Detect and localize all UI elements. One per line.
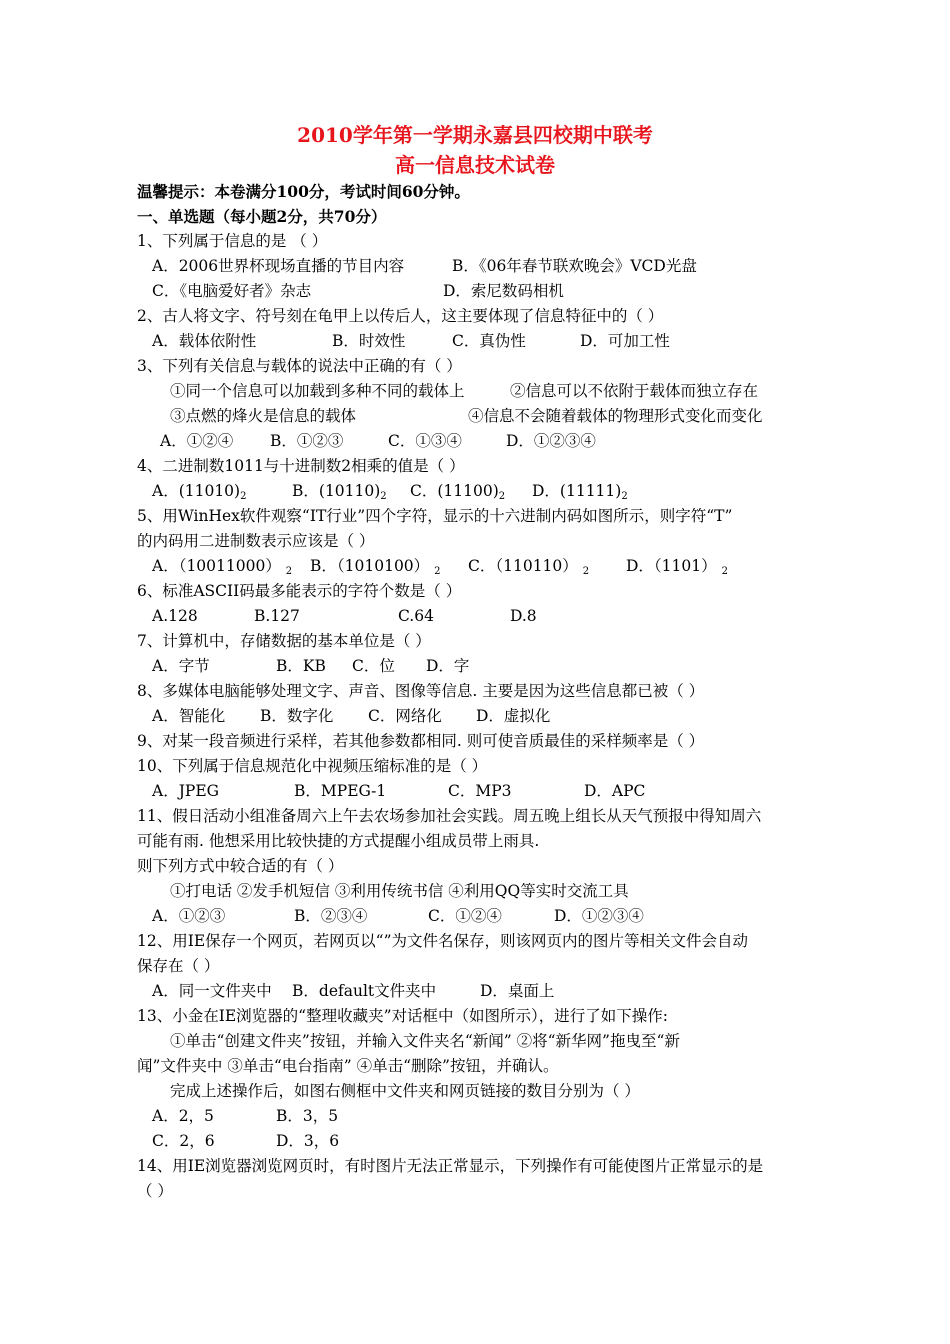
option-d: D．$(11111)_2$ [532, 482, 628, 502]
option-d: D．①②③④ [554, 907, 644, 925]
question-12-options [152, 980, 554, 1002]
option-b: B．时效性 [332, 332, 406, 350]
question-12-stem-line-1: 12、用IE保存一个网页，若网页以“”为文件名保存，则该网页内的图片等相关文件会自动 [137, 932, 749, 950]
option-d: D．虚拟化 [476, 707, 551, 725]
question-11-options [152, 905, 644, 927]
question-10-options [152, 780, 645, 802]
question-3-statements-row-2 [170, 405, 763, 427]
question-9-stem: 9、对某一段音频进行采样，若其他参数都相同. 则可使音质最佳的采样频率是（ ） [137, 732, 705, 750]
option-a: A．字节 [152, 657, 210, 675]
section-heading: 一、单选题（每小题2分，共70分） [137, 207, 387, 226]
option-a: A．①②③ [152, 907, 226, 925]
question-13-operations-line-3: 完成上述操作后，如图右侧框中文件夹和网页链接的数目分别为（ ） [170, 1082, 640, 1100]
question-3-statements-row-1 [170, 380, 758, 402]
option-b: B．数字化 [260, 707, 334, 725]
statement-4: ④信息不会随着载体的物理形式变化而变化 [468, 407, 763, 425]
statement-1: ①同一个信息可以加载到多种不同的载体上 [170, 382, 465, 400]
question-8-stem: 8、多媒体电脑能够处理文字、声音、图像等信息. 主要是因为这些信息都已被（ ） [137, 682, 705, 700]
option-d: D.8 [510, 607, 537, 625]
question-6-options [152, 605, 537, 627]
option-d: D．①②③④ [506, 432, 596, 450]
option-c: C．$(11100)_2$ [410, 482, 506, 502]
question-11-stem-line-1: 11、假日活动小组准备周六上午去农场参加社会实践。周五晚上组长从天气预报中得知周六 [137, 807, 762, 825]
option-c: C．（110110） $_2$ [468, 557, 590, 577]
option-c: C．真伪性 [452, 332, 526, 350]
exam-subtitle: 高一信息技术试卷 [395, 153, 555, 177]
option-a: A.128 [152, 607, 198, 625]
option-d: D．索尼数码相机 [443, 282, 564, 300]
question-3-options [160, 430, 596, 452]
question-7-stem: 7、计算机中，存储数据的基本单位是（ ） [137, 632, 431, 650]
question-8-options [152, 705, 550, 727]
exam-notice: 温馨提示：本卷满分100分，考试时间60分钟。 [137, 182, 470, 201]
option-a: A．载体依附性 [152, 332, 257, 350]
option-d: D．可加工性 [580, 332, 670, 350]
option-d: D．（1101） $_2$ [626, 557, 728, 577]
option-a: A．2，5 [152, 1107, 214, 1125]
question-2-stem: 2、古人将文字、符号刻在龟甲上以传后人，这主要体现了信息特征中的（ ） [137, 307, 664, 325]
option-b: B．$(10110)_2$ [292, 482, 387, 502]
question-10-stem: 10、下列属于信息规范化中视频压缩标准的是（ ） [137, 757, 488, 775]
option-b: B．MPEG-1 [294, 782, 387, 800]
question-2-options [152, 330, 670, 352]
option-d: D．APC [584, 782, 646, 800]
option-a: A．①②④ [160, 432, 234, 450]
question-14-stem-line-2: （ ） [137, 1182, 173, 1200]
option-a: A．2006世界杯现场直播的节目内容 [152, 257, 405, 275]
question-3-stem: 3、下列有关信息与载体的说法中正确的有（ ） [137, 357, 462, 375]
option-d: D．3，6 [276, 1132, 340, 1150]
option-b: B．①②③ [270, 432, 344, 450]
question-6-stem: 6、标准ASCII码最多能表示的字符个数是（ ） [137, 582, 462, 600]
option-c: C．①②④ [428, 907, 502, 925]
option-c: C．MP3 [448, 782, 512, 800]
option-a: A．智能化 [152, 707, 226, 725]
option-b: B.127 [254, 607, 300, 625]
option-c: C．2，6 [152, 1132, 215, 1150]
option-b: B．3，5 [276, 1107, 339, 1125]
option-b: B．default文件夹中 [292, 982, 437, 1000]
question-13-stem: 13、小金在IE浏览器的“整理收藏夹”对话框中（如图所示），进行了如下操作: [137, 1007, 668, 1025]
question-1-stem: 1、下列属于信息的是 （ ） [137, 232, 328, 250]
option-c: C．①③④ [388, 432, 462, 450]
option-a: A．$(11010)_2$ [152, 482, 247, 502]
option-a: A．（10011000） $_2$ [152, 557, 293, 577]
option-a: A．同一文件夹中 [152, 982, 272, 1000]
statement-2: ②信息可以不依附于载体而独立存在 [510, 382, 759, 400]
question-12-stem-line-2: 保存在（ ） [137, 957, 220, 975]
question-1-options-row-2 [152, 280, 564, 302]
option-b: B．《06年春节联欢晚会》VCD光盘 [452, 257, 697, 275]
question-11-stem-line-2: 可能有雨. 他想采用比较快捷的方式提醒小组成员带上雨具. [137, 832, 540, 850]
question-13-operations-line-2: 闻”文件夹中 ③单击“电台指南” ④单击“删除”按钮，并确认。 [137, 1057, 559, 1075]
option-c: C．《电脑爱好者》杂志 [152, 282, 312, 300]
question-7-options [152, 655, 469, 677]
option-b: B．（1010100） $_2$ [310, 557, 441, 577]
option-c: C．位 [352, 657, 395, 675]
question-14-stem-line-1: 14、用IE浏览器浏览网页时，有时图片无法正常显示，下列操作有可能使图片正常显示的是 [137, 1157, 764, 1175]
option-d: D．字 [426, 657, 470, 675]
question-5-stem-line-1: 5、用WinHex软件观察“IT行业”四个字符，显示的十六进制内码如图所示，则字符“T” [137, 507, 733, 525]
question-13-operations-line-1: ①单击“创建文件夹”按钮，并输入文件夹名“新闻” ②将“新华网”拖曳至“新 [170, 1032, 680, 1050]
option-a: A．JPEG [152, 782, 220, 800]
question-4-stem: 4、二进制数1011与十进制数2相乘的值是（ ） [137, 457, 465, 475]
statement-3: ③点燃的烽火是信息的载体 [170, 407, 357, 425]
option-b: B．KB [276, 657, 326, 675]
option-d: D．桌面上 [480, 982, 555, 1000]
question-13-options-row-1 [152, 1105, 338, 1127]
option-b: B．②③④ [294, 907, 368, 925]
question-1-options-row-1 [152, 255, 697, 277]
question-4-options [152, 480, 628, 508]
option-c: C．网络化 [368, 707, 442, 725]
question-5-options [152, 555, 728, 583]
option-c: C.64 [398, 607, 434, 625]
question-13-options-row-2 [152, 1130, 339, 1152]
question-5-stem-line-2: 的内码用二进制数表示应该是（ ） [137, 532, 375, 550]
exam-title: 2010学年第一学期永嘉县四校期中联考 [297, 123, 653, 147]
question-11-stem-line-3: 则下列方式中较合适的有（ ） [137, 857, 344, 875]
question-11-items: ①打电话 ②发手机短信 ③利用传统书信 ④利用QQ等实时交流工具 [170, 882, 629, 900]
